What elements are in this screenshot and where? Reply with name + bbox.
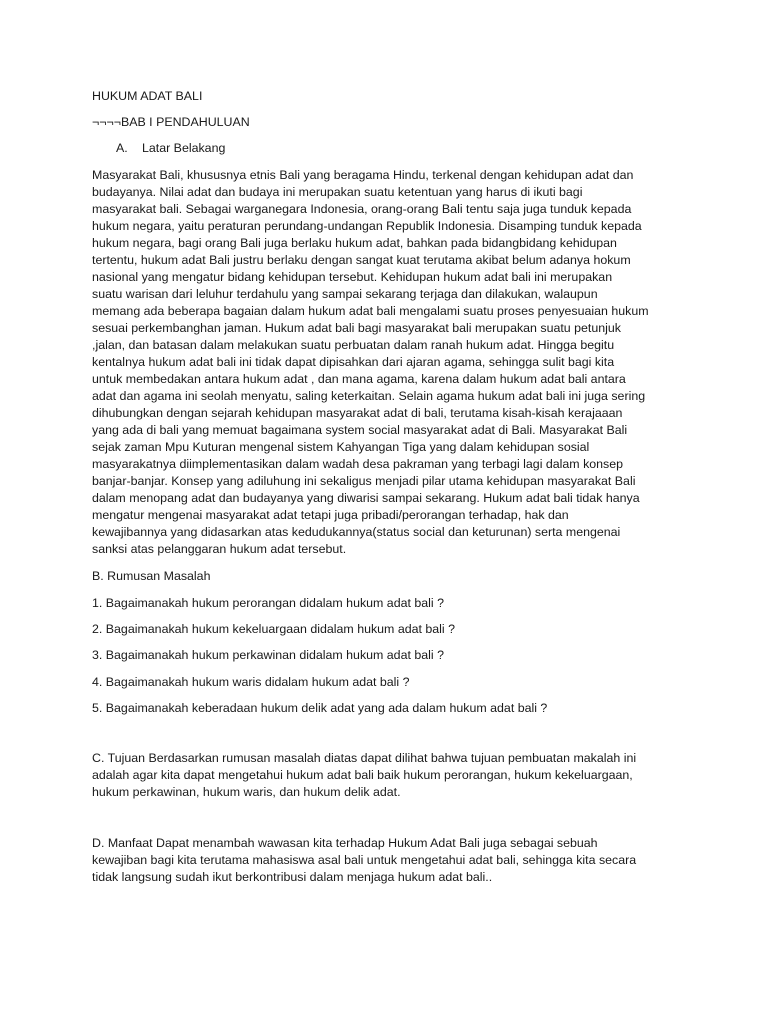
subsection-heading-a xyxy=(92,140,682,157)
section-c-paragraph xyxy=(92,750,682,801)
paragraph-line: yang ada di bali yang memuat bagaimana system social masyarakat adat di Bali. Masyarakat Bali xyxy=(92,423,628,437)
subsection-label: Latar Belakang xyxy=(142,141,226,155)
document-body xyxy=(92,88,682,896)
question-item: 4. Bagaimanakah hukum waris didalam hukum adat bali ? xyxy=(92,674,410,689)
paragraph-line: D. Manfaat Dapat menambah wawasan kita terhadap Hukum Adat Bali juga sebagai sebuah xyxy=(92,835,598,850)
section-b-heading: B. Rumusan Masalah xyxy=(92,569,211,583)
paragraph-line: adalah agar kita dapat mengetahui hukum adat bali baik hukum perorangan, hukum kekeluargaan, xyxy=(92,767,633,782)
paragraph-line: budayanya. Nilai adat dan budaya ini merupakan suatu ketentuan yang harus di ikuti bagi xyxy=(92,185,583,199)
section-d-paragraph xyxy=(92,835,682,886)
paragraph-line: hukum negara, yaitu peraturan perundang-undangan Republik Indonesia. Disamping tunduk kepada xyxy=(92,219,642,233)
paragraph-line: hukum negara, bagi orang Bali juga berlaku hukum adat, bahkan pada bidangbidang kehidupan xyxy=(92,236,617,250)
paragraph-line: suatu warisan dari leluhur terdahulu yang sampai sekarang terjaga dan dilakukan, walaupun xyxy=(92,287,598,301)
paragraph-line: Masyarakat Bali, khususnya etnis Bali yang beragama Hindu, terkenal dengan kehidupan adat dan xyxy=(92,168,634,182)
paragraph-line: dalam menopang adat dan budayanya yang diwarisi sampai sekarang. Hukum adat bali tidak hanya xyxy=(92,491,640,505)
paragraph-line: kewajiban bagi kita terutama mahasiswa asal bali untuk mengetahui adat bali, sehingga kita secara xyxy=(92,852,637,867)
chapter-heading: ¬¬¬¬BAB I PENDAHULUAN xyxy=(92,115,250,129)
subsection-marker: A. xyxy=(116,141,128,155)
paragraph-line: C. Tujuan Berdasarkan rumusan masalah diatas dapat dilihat bahwa tujuan pembuatan makalah ini xyxy=(92,750,637,765)
background-paragraph xyxy=(92,167,682,558)
spacer xyxy=(92,811,682,835)
paragraph-line: adat dan agama ini seolah menyatu, saling keterkaitan. Selain agama hukum adat bali ini juga sering xyxy=(92,389,646,403)
paragraph-line: nasional yang mengatur bidang kehidupan tersebut. Kehidupan hukum adat bali ini merupakan xyxy=(92,270,613,284)
spacer xyxy=(92,726,682,750)
paragraph-line: masyarakatnya diimplementasikan dalam wadah desa pakraman yang terbagi lagi dalam konsep xyxy=(92,457,624,471)
paragraph-line: untuk membedakan antara hukum adat , dan mana agama, karena dalam hukum adat bali antara xyxy=(92,372,626,386)
paragraph-line: sesuai perkembanghan jaman. Hukum adat bali bagi masyarakat bali merupakan suatu petunjuk xyxy=(92,321,621,335)
question-item: 1. Bagaimanakah hukum perorangan didalam hukum adat bali ? xyxy=(92,596,444,610)
question-list xyxy=(92,595,682,717)
paragraph-line: hukum perkawinan, hukum waris, dan hukum delik adat. xyxy=(92,784,401,799)
paragraph-line: banjar-banjar. Konsep yang adiluhung ini sekaligus menjadi pilar utama kehidupan masyarakat Bali xyxy=(92,474,636,488)
paragraph-line: kentalnya hukum adat bali ini tidak dapat dipisahkan dari ajaran agama, sehingga sulit bagi kita xyxy=(92,355,615,369)
paragraph-line: masyarakat bali. Sebagai warganegara Indonesia, orang-orang Bali tentu saja juga tunduk kepada xyxy=(92,202,632,216)
paragraph-line: tertentu, hukum adat Bali justru berlaku dengan sangat kuat terutama akibat belum adanya hokum xyxy=(92,253,631,267)
paragraph-line: kewajibannya yang didasarkan atas kedudukannya(status social dan keturunan) serta mengenai xyxy=(92,525,621,539)
question-item: 2. Bagaimanakah hukum kekeluargaan didalam hukum adat bali ? xyxy=(92,622,456,637)
paragraph-line: ,jalan, dan batasan dalam melakukan suatu perbuatan dalam ranah hukum adat. Hingga begitu xyxy=(92,338,615,352)
paragraph-line: sejak zaman Mpu Kuturan mengenal sistem Kahyangan Tiga yang dalam kehidupan sosial xyxy=(92,440,590,454)
question-item: 3. Bagaimanakah hukum perkawinan didalam hukum adat bali ? xyxy=(92,648,444,663)
paragraph-line: memang ada beberapa bagaian dalam hukum adat bali mengalami suatu proses penyesuaian hukum xyxy=(92,304,649,318)
question-item: 5. Bagaimanakah keberadaan hukum delik adat yang ada dalam hukum adat bali ? xyxy=(92,700,548,715)
paragraph-line: mengatur mengenai masyarakat adat tetapi juga pribadi/perorangan terhadap, hak dan xyxy=(92,508,569,522)
paragraph-line: tidak langsung sudah ikut berkontribusi dalam menjaga hukum adat bali.. xyxy=(92,869,493,884)
paragraph-line: dihubungkan dengan sejarah kehidupan masyarakat adat di bali, terutama kisah-kisah kerajaaan xyxy=(92,406,623,420)
paragraph-line: sanksi atas pelanggaran hukum adat tersebut. xyxy=(92,542,347,556)
document-title: HUKUM ADAT BALI xyxy=(92,89,203,103)
